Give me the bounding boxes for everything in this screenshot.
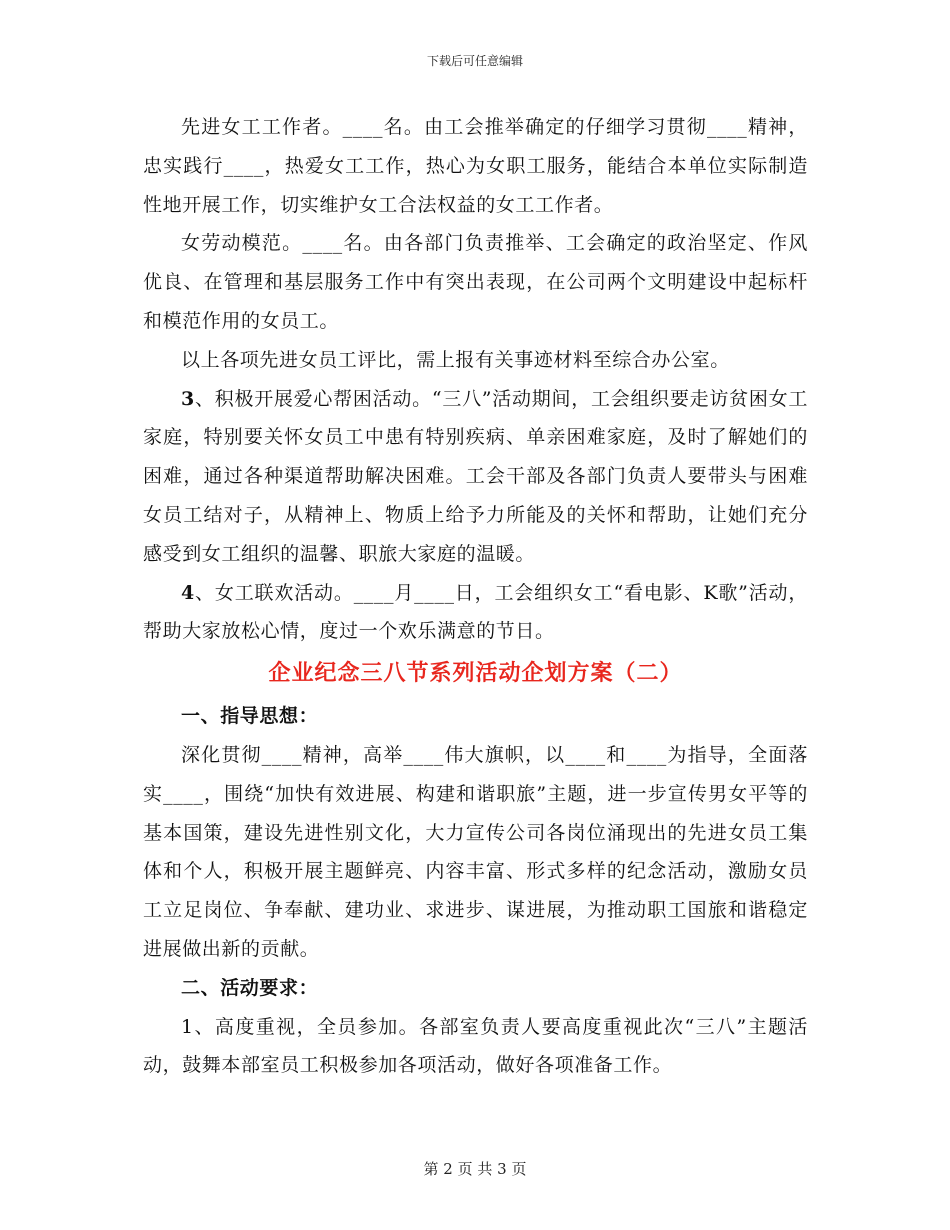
paragraph-submission-note: 以上各项先进女员工评比，需上报有关事迹材料至综合办公室。 [181,348,730,371]
paragraph-requirement-1: 1、高度重视，全员参加。各部室负责人要高度重视此次“三八”主题活动，鼓舞本部室员工积极参加各项活动，做好各项准备工作。 [143,1015,808,1077]
page-footer: 第 2 页 共 3 页 [423,1160,527,1178]
heading-activity-requirements: 二、活动要求： [181,976,319,999]
paragraph-guiding-ideology: 深化贯彻____精神，高举____伟大旗帜，以____和____为指导，全面落实____，围绕“加快有效进展、构建和谐职旅”主题，进一步宣传男女平等的基本国策，建设先进性别文化，大力宣传公司各岗位涌现出的先进女员工集体和个人，积极开展主题鲜亮、内容丰富、形式多样的纪念活动，激励女员工立足岗位、争奉献、建功业、求进步、谋进展，为推动职工国旅和谐稳定进展做出新的贡献。 [143,743,808,960]
section-title: 企业纪念三八节系列活动企划方案（二） [268,660,683,687]
paragraph-female-labor-model: 女劳动模范。____名。由各部门负责推举、工会确定的政治坚定、作风优良、在管理和基层服务工作中有突出表现，在公司两个文明建设中起标杆和模范作用的女员工。 [143,232,808,332]
document-body [143,108,808,1085]
item-3-number: 3 [181,387,195,410]
page-header: 下载后可任意编辑 [426,54,523,68]
paragraph-item-3 [143,380,808,574]
paragraph-advanced-female-workers: 先进女工工作者。____名。由工会推举确定的仔细学习贯彻____精神，忠实践行____，热爱女工工作，热心为女职工服务，能结合本单位实际制造性地开展工作，切实维护女工合法权益的女工工作者。 [143,116,808,216]
item-3-text: 、积极开展爱心帮困活动。“三八”活动期间，工会组织要走访贫困女工家庭，特别要关怀女员工中患有特别疾病、单亲困难家庭，及时了解她们的困难，通过各种渠道帮助解决困难。工会干部及各部门负责人要带头与困难女员工结对子，从精神上、物质上给予力所能及的关怀和帮助，让她们充分感受到女工组织的温馨、职旅大家庭的温暖。 [143,387,808,565]
heading-guiding-ideology: 一、指导思想： [181,705,319,728]
item-4-text: 、女工联欢活动。____月____日，工会组织女工“看电影、K歌”活动，帮助大家放松心情，度过一个欢乐满意的节日。 [143,581,808,643]
item-4-number: 4 [181,581,195,604]
paragraph-item-4 [143,574,808,652]
